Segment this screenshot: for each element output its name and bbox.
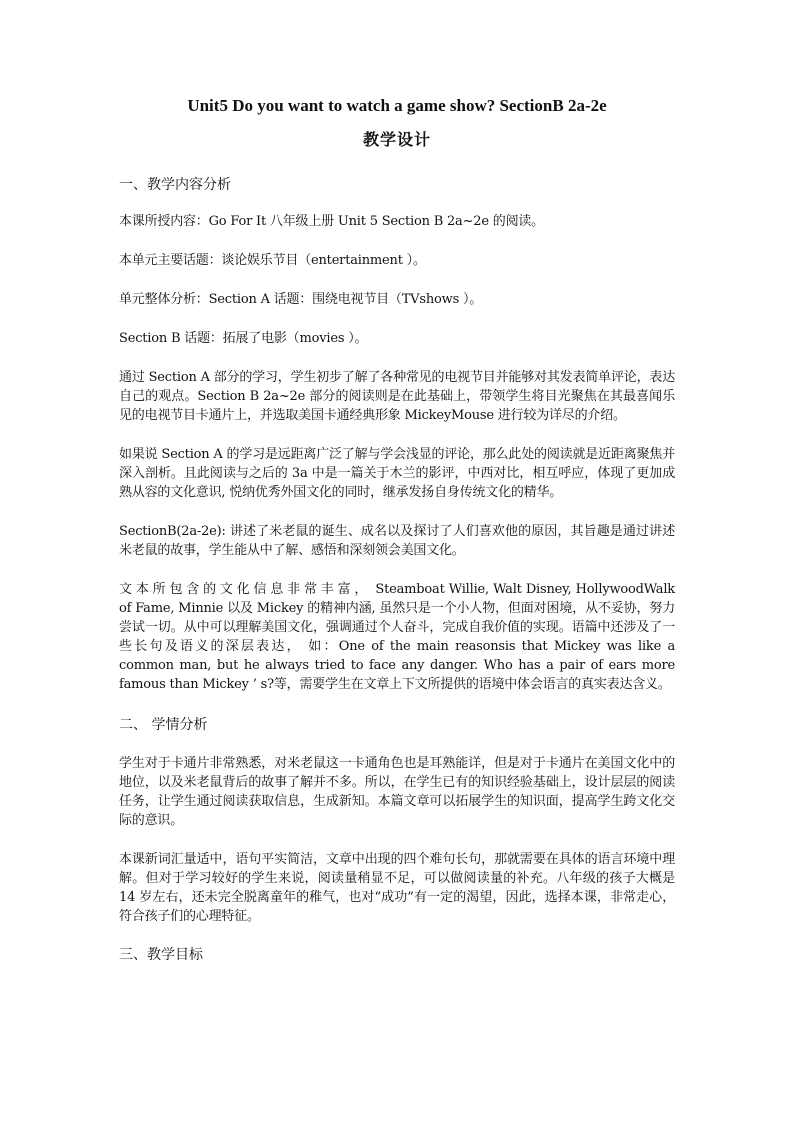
paragraph-section-intro: 通过 Section A 部分的学习，学生初步了解了各种常见的电视节目并能够对其发表简单评论，表达自己的观点。Section B 2a~2e 部分的阅读则是在此基础上，带领学生将目光聚焦在其最喜闻乐见的电视节目卡通片上，并选取美国卡通经典形象 MickeyMouse 进行较为详尽的介绍。 (119, 370, 675, 423)
document-body (119, 94, 675, 966)
section-heading-teaching-goals: 三、教学目标 (119, 947, 203, 963)
paragraph-sectionb-topic: Section B 话题：拓展了电影（movies ）。 (119, 331, 368, 346)
paragraph-vocabulary: 本课新词汇量适中，语句平实简洁，文章中出现的四个难句长句，那就需要在具体的语言环境中理解。但对于学习较好的学生来说，阅读量稍显不足，可以做阅读量的补充。八年级的孩子大概是 14 岁左右，还未完全脱离童年的稚气，也对“成功”有一定的渴望，因此，选择本课，非常走心，符合孩子们的心理特征。 (119, 852, 675, 924)
section-heading-content-analysis: 一、教学内容分析 (119, 177, 231, 193)
paragraph-cultural-info-body: Steamboat Willie, Walt Disney, HollywoodWalk of Fame, Minnie 以及 Mickey 的精神内涵, 虽然只是一个小人物，但面对困境，从不妥协，努力尝试一切。从中可以理解美国文化，强调通过个人奋斗，完成自我价值的实现。语篇中还涉及了一些长句及语义的深层表达， 如：One of the main reasonsis that Mickey was like a common man, but he always tried to face any danger. Who has a pair of ears more famous than Mickey ’ s?等，需要学生在文章上下文所提供的语境中体会语言的真实表达含义。 (119, 582, 675, 692)
paragraph-sectionb-summary: SectionB(2a-2e): 讲述了米老鼠的诞生、成名以及探讨了人们喜欢他的原因，其旨趣是通过讲述米老鼠的故事，学生能从中了解、感悟和深刻领会美国文化。 (119, 524, 675, 558)
paragraph-course-content: 本课所授内容：Go For It 八年级上册 Unit 5 Section B 2a~2e 的阅读。 (119, 214, 544, 229)
document-subtitle: 教学设计 (362, 130, 431, 149)
paragraph-unit-topic: 本单元主要话题：谈论娱乐节目（entertainment ）。 (119, 253, 426, 268)
paragraph-comparison: 如果说 Section A 的学习是远距离广泛了解与学会浅显的评论，那么此处的阅读就是近距离聚焦并深入剖析。且此阅读与之后的 3a 中是一篇关于木兰的影评，中西对比，相互呼应，体现了更加成熟从容的文化意识, 悦纳优秀外国文化的同时，继承发扬自身传统文化的精华。 (119, 447, 675, 500)
paragraph-cultural-info (119, 580, 675, 694)
paragraph-cultural-info-lead: 文本所包含的文化信息非常丰富， (119, 582, 372, 597)
paragraph-unit-analysis: 单元整体分析：Section A 话题：围绕电视节目（TVshows ）。 (119, 292, 483, 307)
paragraph-student-familiarity: 学生对于卡通片非常熟悉，对米老鼠这一卡通角色也是耳熟能详，但是对于卡通片在美国文化中的地位，以及米老鼠背后的故事了解并不多。所以，在学生已有的知识经验基础上，设计层层的阅读任务，让学生通过阅读获取信息，生成新知。本篇文章可以拓展学生的知识面，提高学生跨文化交际的意识。 (119, 756, 675, 828)
section-heading-student-analysis: 二、 学情分析 (119, 717, 208, 733)
document-title: Unit5 Do you want to watch a game show? SectionB 2a-2e (187, 96, 607, 115)
